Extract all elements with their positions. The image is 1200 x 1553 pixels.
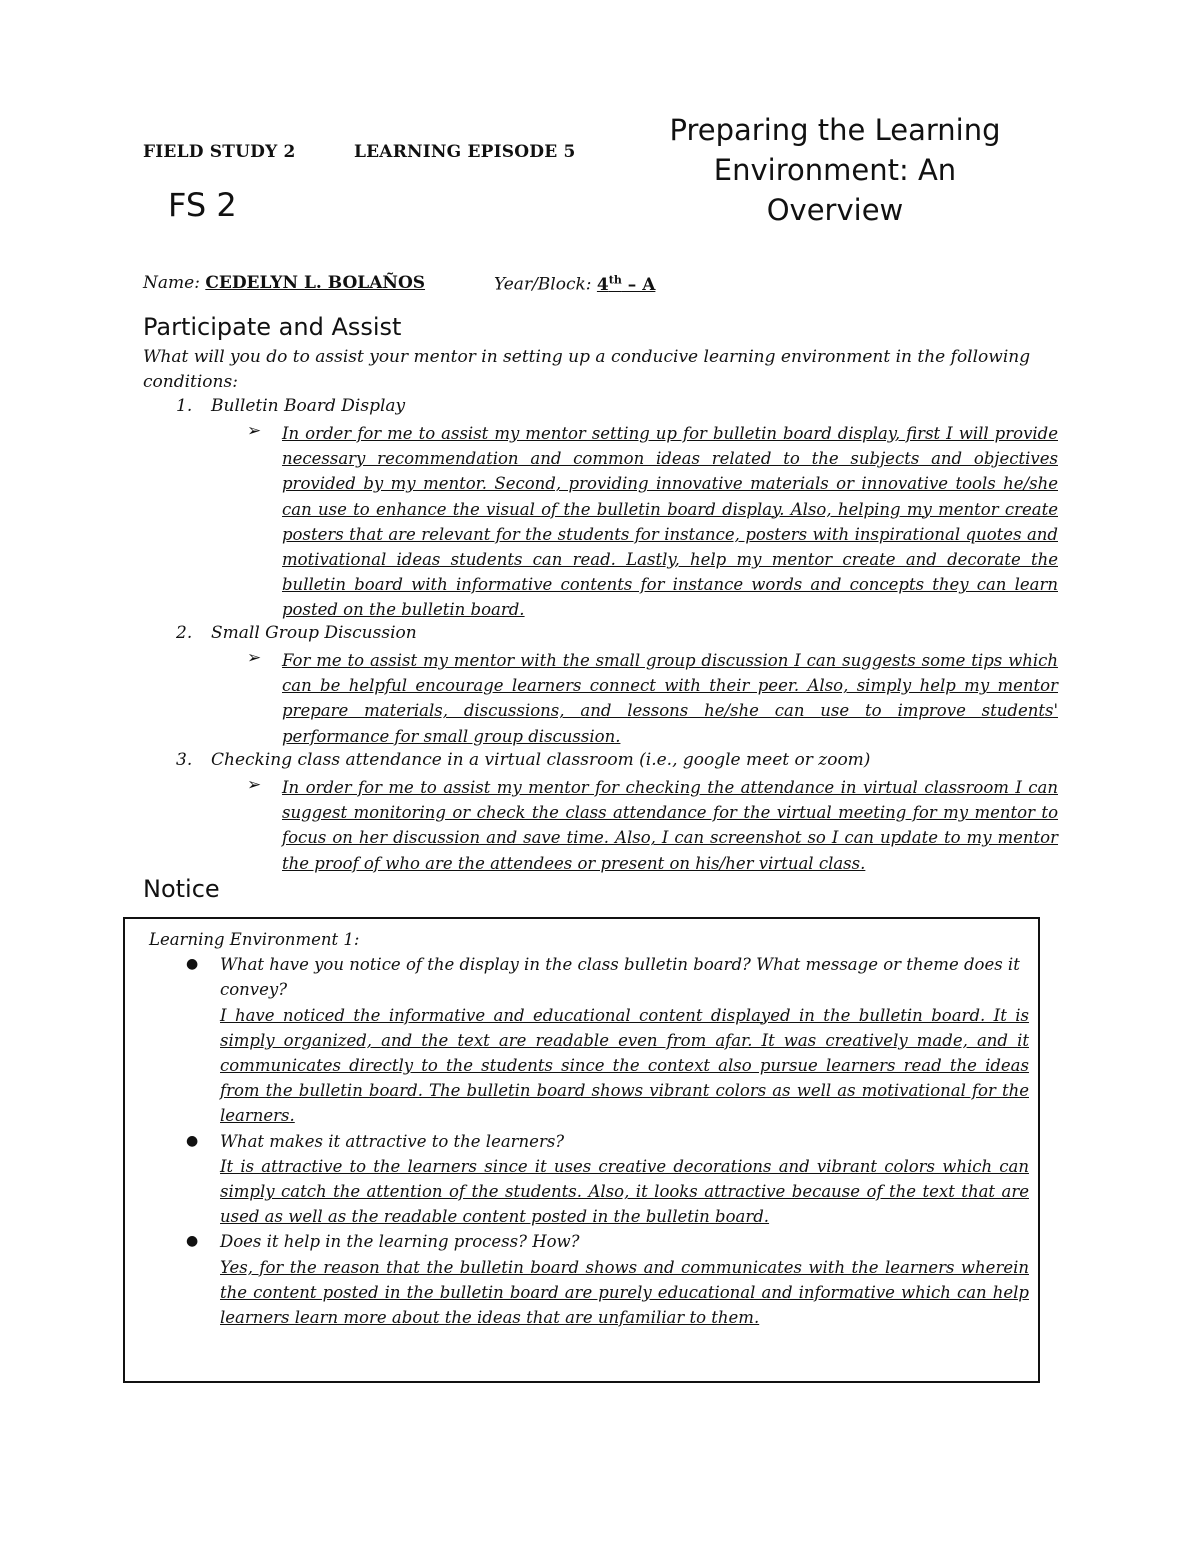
notice-bullet bbox=[149, 952, 1029, 1128]
notice-box bbox=[123, 917, 1040, 1383]
environment-label: Learning Environment 1: bbox=[149, 930, 360, 949]
arrow-bullet-icon: ➢ bbox=[247, 648, 262, 668]
notice-answer: It is attractive to the learners since it uses creative decorations and vibrant colors which can simply catch the attention of the students. Also, it looks attractive because of the text that are used as well as the readable content posted in the bulletin board. bbox=[220, 1156, 1029, 1227]
year-value bbox=[597, 275, 655, 295]
title-line: Environment: An bbox=[713, 153, 957, 187]
bullet-dot-icon: ● bbox=[186, 1132, 199, 1149]
title-line: Preparing the Learning bbox=[669, 113, 1001, 147]
notice-answer: Yes, for the reason that the bulletin board shows and communicates with the learners wherein the content posted in the bulletin board are purely educational and informative which can help learners learn more about the ideas that are unfamiliar to them. bbox=[220, 1257, 1029, 1328]
arrow-bullet-icon: ➢ bbox=[247, 775, 262, 795]
item-label: Checking class attendance in a virtual classroom (i.e., google meet or zoom) bbox=[211, 750, 871, 770]
bullet-dot-icon: ● bbox=[186, 1233, 199, 1250]
notice-question: Does it help in the learning process? How? bbox=[220, 1232, 580, 1252]
notice-bullet bbox=[149, 1129, 1029, 1230]
student-name: CEDELYN L. BOLAÑOS bbox=[205, 273, 426, 293]
name-label: Name: bbox=[143, 273, 200, 293]
year-rest: – A bbox=[621, 274, 656, 295]
episode-label: LEARNING EPISODE 5 bbox=[354, 142, 576, 162]
item-answer: In order for me to assist my mentor setting up for bulletin board display, first I will provide necessary recommendation and common ideas related to the subjects and objectives provided by my mentor. Second, providing innovative materials or innovative tools he/she can use to enhance the visual of the bulletin board display. Also, helping my mentor create posters that are relevant for the students for instance, posters with inspirational quotes and motivational ideas students can read. Lastly, help my mentor create and decorate the bulletin board with informative contents for instance words and concepts they can learn posted on the bulletin board. bbox=[282, 424, 1058, 620]
item-number: 1. bbox=[176, 396, 193, 416]
bullet-dot-icon: ● bbox=[186, 956, 199, 973]
notice-answer: I have noticed the informative and educational content displayed in the bulletin board. It is simply organized, and the text are readable even from afar. It was creatively made, and it communicates directly to the students since the context also pursue learners read the ideas from the bulletin board. The bulletin board shows vibrant colors as well as motivational for the learners. bbox=[220, 1005, 1029, 1126]
participate-question: What will you do to assist your mentor in setting up a conducive learning environment in the following conditions: bbox=[143, 347, 1031, 392]
notice-bullet bbox=[149, 1229, 1029, 1330]
page-title bbox=[640, 110, 1030, 230]
title-line: Overview bbox=[766, 193, 904, 227]
participate-heading: Participate and Assist bbox=[143, 313, 402, 341]
year-sup: th bbox=[608, 273, 622, 286]
year-row bbox=[494, 273, 655, 295]
item-answer: In order for me to assist my mentor for checking the attendance in virtual classroom I can suggest monitoring or check the class attendance for the virtual meeting for my mentor to focus on her discussion and save time. Also, I can screenshot so I can update to my mentor the proof of who are the attendees or present on his/her virtual class. bbox=[282, 778, 1058, 873]
item-label: Small Group Discussion bbox=[211, 623, 417, 643]
item-label: Bulletin Board Display bbox=[211, 396, 406, 416]
notice-question: What have you notice of the display in the class bulletin board? What message or theme does it convey? bbox=[220, 955, 1020, 1000]
course-label: FIELD STUDY 2 bbox=[143, 142, 296, 162]
year-label: Year/Block: bbox=[494, 274, 592, 295]
year-num: 4 bbox=[596, 274, 609, 295]
item-answer: For me to assist my mentor with the small group discussion I can suggests some tips which can be helpful encourage learners connect with their peer. Also, simply help my mentor prepare materials, discussions, and lessons he/she can use to improve students' performance for small group discussion. bbox=[282, 651, 1058, 746]
short-code: FS 2 bbox=[168, 186, 237, 224]
name-row bbox=[143, 273, 425, 293]
arrow-bullet-icon: ➢ bbox=[247, 421, 262, 441]
notice-content bbox=[149, 927, 1029, 1330]
item-number: 3. bbox=[176, 750, 193, 770]
notice-heading: Notice bbox=[143, 875, 220, 903]
item-number: 2. bbox=[176, 623, 193, 643]
notice-question: What makes it attractive to the learners? bbox=[220, 1131, 565, 1151]
